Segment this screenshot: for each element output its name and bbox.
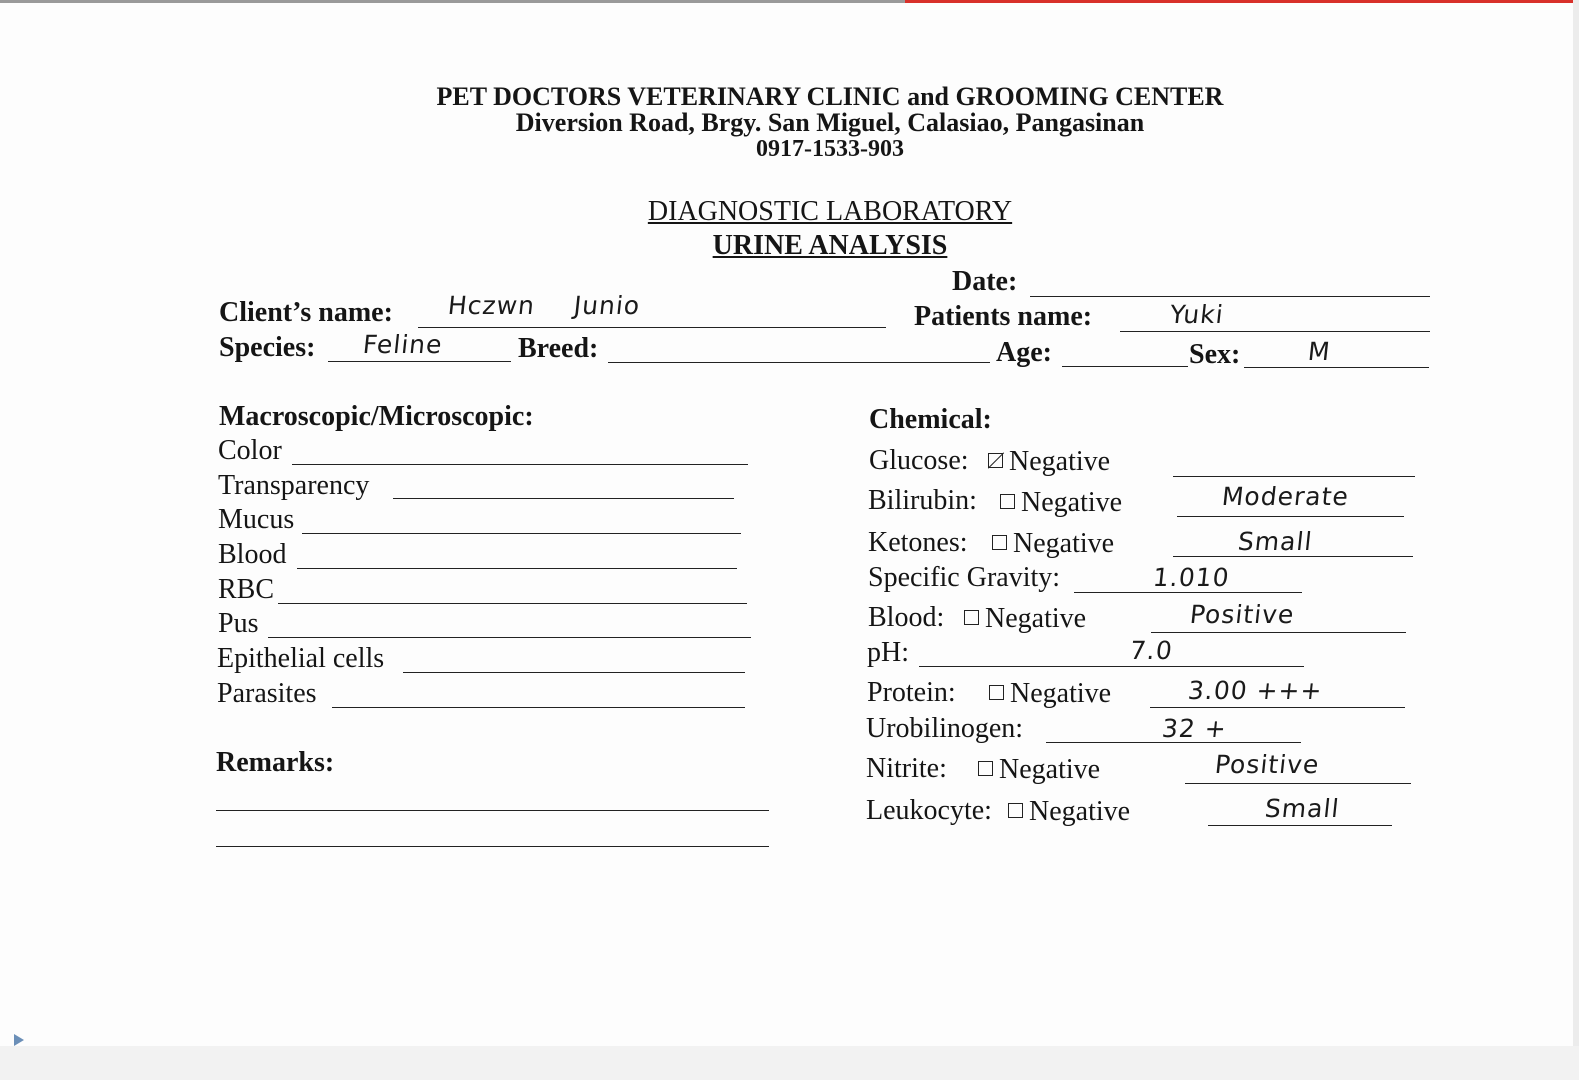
chem-leukocyte-label: Leukocyte:	[866, 795, 992, 826]
negative-label: Negative	[1021, 487, 1123, 518]
species-value: Feline	[361, 330, 445, 359]
client-name-label: Client’s name:	[219, 297, 393, 328]
date-line[interactable]	[1030, 296, 1430, 297]
remarks-line-2[interactable]	[216, 846, 769, 847]
macro-field-label: Parasites	[217, 678, 317, 709]
nitrite-checkbox-icon[interactable]	[978, 761, 993, 776]
sex-label: Sex:	[1189, 339, 1241, 370]
macro-field-line[interactable]	[403, 672, 745, 673]
chem-bilirubin-line[interactable]	[1177, 516, 1404, 517]
chem-blood-value: Positive	[1188, 600, 1296, 629]
chem-blood-negative[interactable]	[962, 603, 1086, 635]
patient-name-label: Patients name:	[914, 301, 1093, 332]
sex-value: M	[1306, 337, 1333, 366]
age-label: Age:	[996, 337, 1052, 368]
page-corner-marker	[14, 1034, 24, 1046]
breed-label: Breed:	[518, 333, 599, 364]
chem-leukocyte-line[interactable]	[1208, 825, 1392, 826]
chem-ketones-line[interactable]	[1173, 556, 1413, 557]
blood-checkbox-icon[interactable]	[964, 610, 979, 625]
chem-blood-label: Blood:	[868, 602, 945, 633]
glucose-checkbox-checked-icon[interactable]	[988, 453, 1003, 468]
chem-leukocyte-value: Small	[1263, 794, 1341, 823]
date-label: Date:	[952, 266, 1018, 297]
macro-field-line[interactable]	[292, 464, 748, 465]
clinic-phone: 0917-1533-903	[756, 136, 904, 162]
chem-specific-gravity-line[interactable]	[1074, 592, 1302, 593]
breed-line[interactable]	[608, 362, 990, 363]
age-line[interactable]	[1062, 366, 1188, 367]
chem-nitrite-negative[interactable]	[976, 754, 1100, 786]
chem-nitrite-line[interactable]	[1185, 783, 1411, 784]
department-title: DIAGNOSTIC LABORATORY	[647, 196, 1013, 227]
chem-ketones-label: Ketones:	[868, 527, 968, 558]
chem-ph-value: 7.0	[1128, 636, 1175, 665]
patient-name-value: Yuki	[1168, 300, 1226, 329]
remarks-heading: Remarks:	[216, 747, 335, 778]
macro-field-line[interactable]	[332, 707, 745, 708]
scan-top-red-edge	[905, 0, 1579, 3]
chem-glucose-line[interactable]	[1173, 476, 1415, 477]
chem-ketones-value: Small	[1236, 527, 1314, 556]
macro-field-line[interactable]	[268, 637, 751, 638]
species-label: Species:	[219, 332, 316, 363]
clinic-address: Diversion Road, Brgy. San Miguel, Calasiao, Pangasinan	[515, 108, 1145, 137]
protein-checkbox-icon[interactable]	[989, 685, 1004, 700]
chem-nitrite-label: Nitrite:	[866, 753, 947, 784]
macro-field-label: Color	[218, 435, 282, 466]
bilirubin-checkbox-icon[interactable]	[1000, 494, 1015, 509]
chem-blood-line[interactable]	[1151, 632, 1406, 633]
negative-label: Negative	[985, 603, 1087, 634]
negative-label: Negative	[1013, 528, 1115, 559]
chem-protein-line[interactable]	[1150, 707, 1405, 708]
negative-label: Negative	[1029, 796, 1131, 827]
negative-label: Negative	[1010, 678, 1112, 709]
ketones-checkbox-icon[interactable]	[992, 535, 1007, 550]
form-title: URINE ANALYSIS	[712, 230, 948, 261]
macroscopic-heading: Macroscopic/Microscopic:	[219, 401, 534, 432]
chem-protein-value: 3.00 +++	[1186, 676, 1324, 705]
macro-field-label: Pus	[218, 608, 259, 639]
macro-field-line[interactable]	[302, 533, 741, 534]
chem-ph-line[interactable]	[919, 666, 1304, 667]
chemical-heading: Chemical:	[869, 404, 992, 435]
macro-field-label: Transparency	[218, 470, 370, 501]
macro-field-label: Epithelial cells	[217, 643, 385, 674]
macro-field-line[interactable]	[297, 568, 737, 569]
chem-bilirubin-negative[interactable]	[998, 487, 1122, 519]
chem-specific-gravity-value: 1.010	[1151, 563, 1232, 592]
macro-field-label: Mucus	[218, 504, 295, 535]
chem-bilirubin-value: Moderate	[1220, 482, 1351, 511]
macro-field-label: RBC	[218, 574, 275, 605]
negative-label: Negative	[1009, 446, 1111, 477]
chem-ketones-negative[interactable]	[990, 528, 1114, 560]
client-name-value: Hczwn Junio	[446, 291, 642, 320]
macro-field-line[interactable]	[278, 603, 747, 604]
macro-field-label: Blood	[218, 539, 287, 570]
macro-field-line[interactable]	[393, 498, 734, 499]
chem-nitrite-value: Positive	[1213, 750, 1321, 779]
leukocyte-checkbox-icon[interactable]	[1008, 803, 1023, 818]
chem-protein-negative[interactable]	[987, 678, 1111, 710]
chem-leukocyte-negative[interactable]	[1006, 796, 1130, 828]
negative-label: Negative	[999, 754, 1101, 785]
chem-urobilinogen-label: Urobilinogen:	[866, 713, 1024, 744]
clinic-name: PET DOCTORS VETERINARY CLINIC and GROOMING CENTER	[436, 82, 1224, 111]
client-name-line[interactable]	[418, 327, 886, 328]
scan-bottom-shade	[0, 1046, 1579, 1080]
patient-name-line[interactable]	[1120, 331, 1430, 332]
species-line[interactable]	[328, 361, 511, 362]
chem-ph-label: pH:	[867, 637, 909, 668]
chem-glucose-negative[interactable]	[986, 446, 1110, 478]
chem-bilirubin-label: Bilirubin:	[868, 485, 977, 516]
chem-glucose-label: Glucose:	[869, 445, 969, 476]
chem-urobilinogen-value: 32 +	[1160, 714, 1229, 743]
sex-line[interactable]	[1244, 367, 1429, 368]
chem-protein-label: Protein:	[867, 677, 956, 708]
chem-specific-gravity-label: Specific Gravity:	[868, 562, 1061, 593]
remarks-line-1[interactable]	[216, 810, 769, 811]
